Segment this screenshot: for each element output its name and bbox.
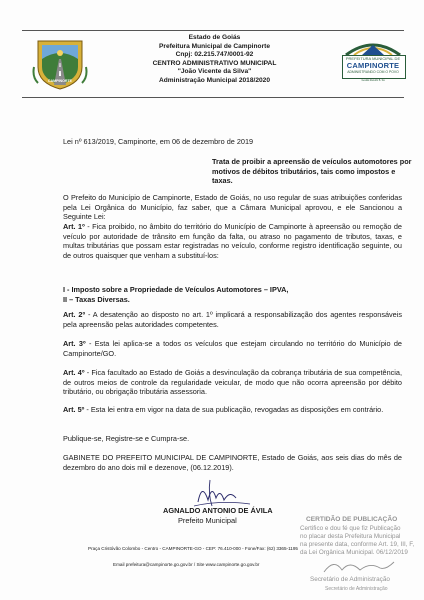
article-5-text: - Esta lei entra em vigor na data de sua publicação, revogadas as disposições em contrário. (84, 405, 384, 414)
publication-stamp (280, 516, 424, 596)
header-building: "João Vicente da Silva" (177, 68, 252, 76)
article-2-text: - A desatenção ao disposto no art. 1º implicará a responsabilização dos agentes responsáveis pela apreensão pelas autoridades competentes. (63, 310, 402, 329)
item-taxas: II – Taxas Diversas. (63, 294, 130, 304)
stamp-line-1: Certifico e dou fé que fiz Publicação (300, 525, 401, 532)
article-1-items (63, 285, 288, 304)
article-2-label: Art. 2º (63, 310, 86, 319)
article-3 (63, 339, 402, 358)
stamp-signature (320, 556, 400, 578)
publication-order: Publique-se, Registre-se e Cumpra-se. (63, 434, 190, 443)
article-4-label: Art. 4º (63, 368, 85, 377)
article-4 (63, 368, 402, 397)
signatory-title: Prefeito Municipal (178, 516, 237, 525)
article-2 (63, 310, 402, 329)
municipal-crest (32, 37, 88, 91)
stamp-line-3: na presente data, conforme Art. 19, III, F, (300, 541, 415, 548)
stamp-secretary: Secretário de Administração (310, 576, 390, 583)
footer-contact: Email prefeitura@campinorte.go.gov.br / Site www.campinorte.go.gov.br (113, 562, 260, 567)
article-3-text: - Esta lei aplica-se a todos os veículos que estejam circulando no território do Município de Campinorte/GO. (63, 339, 402, 358)
stamp-title: CERTIDÃO DE PUBLICAÇÃO (306, 516, 398, 523)
article-4-text: - Fica facultado ao Estado de Goiás a desvinculação da cobrança tributária de sua competência, de outros meios de controle da regularidade veicular, de modo que não ocorra apreensão por débito tributário, ou obrigação tributária assessoria. (63, 368, 402, 397)
signatory-name: AGNALDO ANTONIO DE ÁVILA (163, 506, 273, 515)
law-summary: Trata de proibir a apreensão de veículos automotores por motivos de débitos tributários, tais como impostos e taxas. (212, 157, 412, 185)
crest-label: CAMPINORTE (47, 79, 73, 83)
logo-line3: ADMINISTRANDO COM O POVO (347, 70, 399, 74)
header-prefeitura: Prefeitura Municipal de Campinorte (158, 42, 270, 50)
header-state: Estado de Goiás (188, 34, 241, 41)
document-header (22, 30, 404, 98)
law-number-line: Lei nº 613/2019, Campinorte, em 06 de dezembro de 2019 (63, 137, 254, 146)
logo-line1: PREFEITURA MUNICIPAL DE (345, 56, 401, 61)
header-centro: CENTRO ADMINISTRATIVO MUNICIPAL (152, 59, 277, 67)
article-5-label: Art. 5º (63, 405, 85, 414)
footer-address: Praça Cristóvão Colombo - Centro - CAMPINORTE-GO - CEP: 76.410-000 - Fone/Fax: (62) 3365-1195 (88, 546, 298, 551)
stamp-line-4: da Lei Orgânica Municipal. 06/12/2019 (300, 549, 408, 556)
article-1 (63, 222, 402, 260)
prefeitura-logo (342, 37, 404, 89)
article-5 (63, 405, 402, 415)
logo-line4: Gestão Ranulfo B. Sá (361, 79, 385, 82)
stamp-secretary-seal: Secretário de Administração (325, 586, 388, 592)
article-3-label: Art. 3º (63, 339, 86, 348)
stamp-line-2: no placar desta Prefeitura Municipal (300, 533, 401, 540)
handwritten-signature (190, 476, 260, 510)
logo-line2: CAMPINORTE (346, 61, 400, 70)
cabinet-statement: GABINETE DO PREFEITO MUNICIPAL DE CAMPINORTE, Estado de Goiás, aos seis dias do mês de dezembro do ano dois mil e dezenove, (06.12.2019). (63, 453, 402, 472)
header-administration: Administração Municipal 2018/2020 (158, 76, 271, 84)
intro-paragraph: O Prefeito do Município de Campinorte, Estado de Goiás, no uso regular de suas atribuições conferidas pela Lei Orgânica do Município, faz saber, que a Câmara Municipal aprovou, e ele Sancionou a Seguinte Lei: (63, 193, 402, 222)
item-ipva: I - Imposto sobre a Propriedade de Veículos Automotores – IPVA, (63, 285, 289, 294)
header-cnpj: Cnpj: 02.215.747/0001-92 (175, 51, 254, 59)
article-1-text: - Fica proibido, no âmbito do território do Município de Campinorte à apreensão ou remoção de veículo por autoridade de trânsito em função da falta, ou atraso no pagamento de tributos, taxas, e multas tributárias que possam estar registradas no veículo, conforme registro identificação seguinte, ou de outros quaisquer que venham a substituí-los: (63, 222, 402, 260)
article-1-label: Art. 1º (63, 222, 85, 231)
header-text (102, 34, 327, 86)
